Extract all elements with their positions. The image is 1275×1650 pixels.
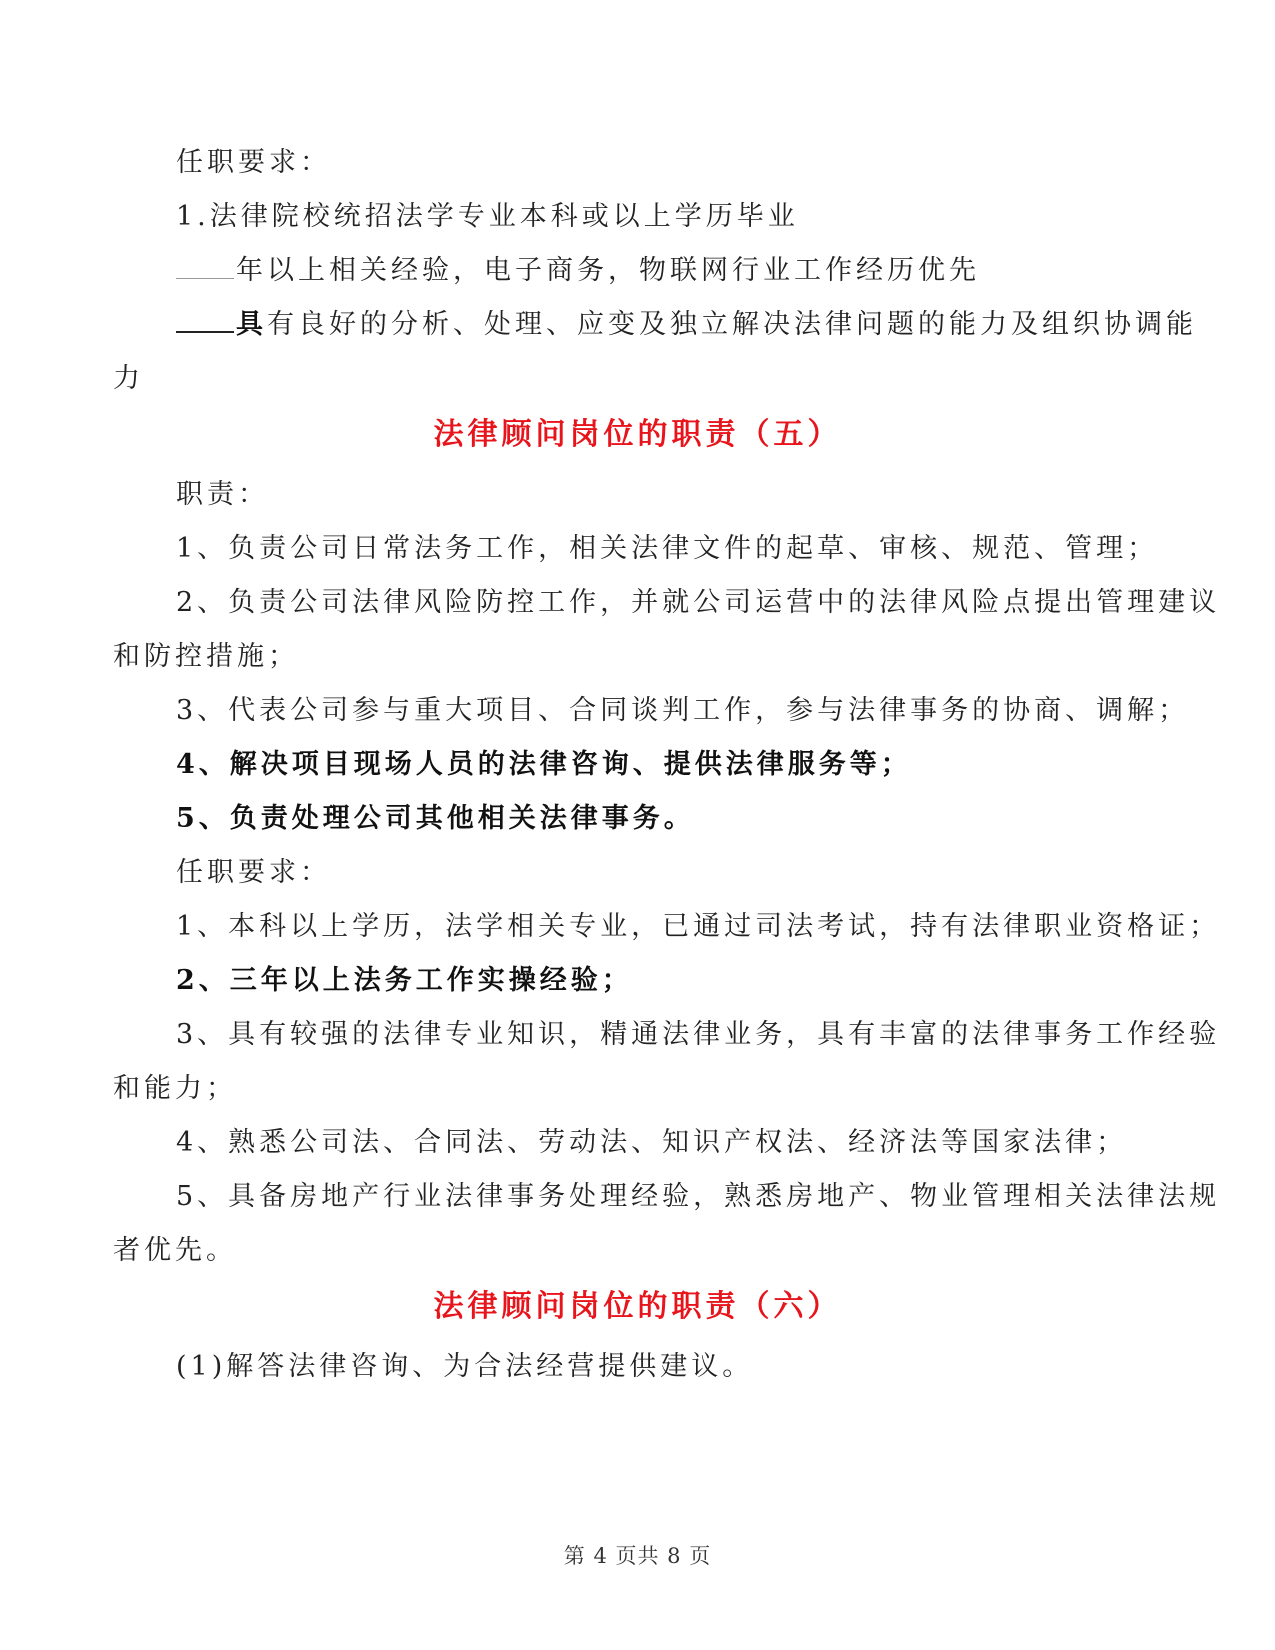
fill-in-blank	[176, 254, 234, 279]
requirement-text: 有良好的分析、处理、应变及独立解决法律问题的能力及组织协调能	[267, 309, 1197, 340]
duties-label: 职责：	[176, 479, 269, 510]
requirement-item-continuation: 力	[113, 363, 144, 394]
requirement-item: 2、三年以上法务工作实操经验；	[176, 965, 633, 996]
section-heading: 法律顾问岗位的职责（五）	[433, 417, 842, 452]
duty-item: 5、负责处理公司其他相关法律事务。	[176, 803, 695, 834]
duty-item: 3、代表公司参与重大项目、合同谈判工作，参与法律事务的协商、调解；	[176, 695, 1190, 726]
duty-item: 1、负责公司日常法务工作，相关法律文件的起草、审核、规范、管理；	[176, 533, 1159, 564]
duty-item-continuation: 和防控措施；	[113, 641, 299, 672]
duty-item: 4、解决项目现场人员的法律咨询、提供法律服务等；	[176, 749, 912, 780]
requirement-item-continuation: 者优先。	[113, 1235, 237, 1266]
fill-in-blank	[176, 307, 234, 333]
requirement-item: 1.法律院校统招法学专业本科或以上学历毕业	[176, 201, 799, 232]
requirement-item	[176, 253, 980, 289]
requirement-text-bold: 具	[236, 309, 267, 340]
requirement-item: 4、熟悉公司法、合同法、劳动法、知识产权法、经济法等国家法律；	[176, 1127, 1128, 1158]
requirement-item	[176, 307, 1197, 343]
duty-item: (1)解答法律咨询、为合法经营提供建议。	[176, 1351, 754, 1382]
requirement-item-continuation: 和能力；	[113, 1073, 237, 1104]
section-heading: 法律顾问岗位的职责（六）	[433, 1289, 842, 1324]
page-number: 第 4 页共 8 页	[563, 1544, 712, 1568]
requirement-text: 年以上相关经验，电子商务，物联网行业工作经历优先	[236, 255, 980, 286]
duty-item: 2、负责公司法律风险防控工作，并就公司运营中的法律风险点提出管理建议	[176, 587, 1221, 618]
requirement-item: 3、具有较强的法律专业知识，精通法律业务，具有丰富的法律事务工作经验	[176, 1019, 1221, 1050]
requirements-label: 任职要求：	[176, 857, 331, 888]
requirements-label: 任职要求：	[176, 147, 331, 178]
requirement-item: 5、具备房地产行业法律事务处理经验，熟悉房地产、物业管理相关法律法规	[176, 1181, 1221, 1212]
requirement-item: 1、本科以上学历，法学相关专业，已通过司法考试，持有法律职业资格证；	[176, 911, 1221, 942]
